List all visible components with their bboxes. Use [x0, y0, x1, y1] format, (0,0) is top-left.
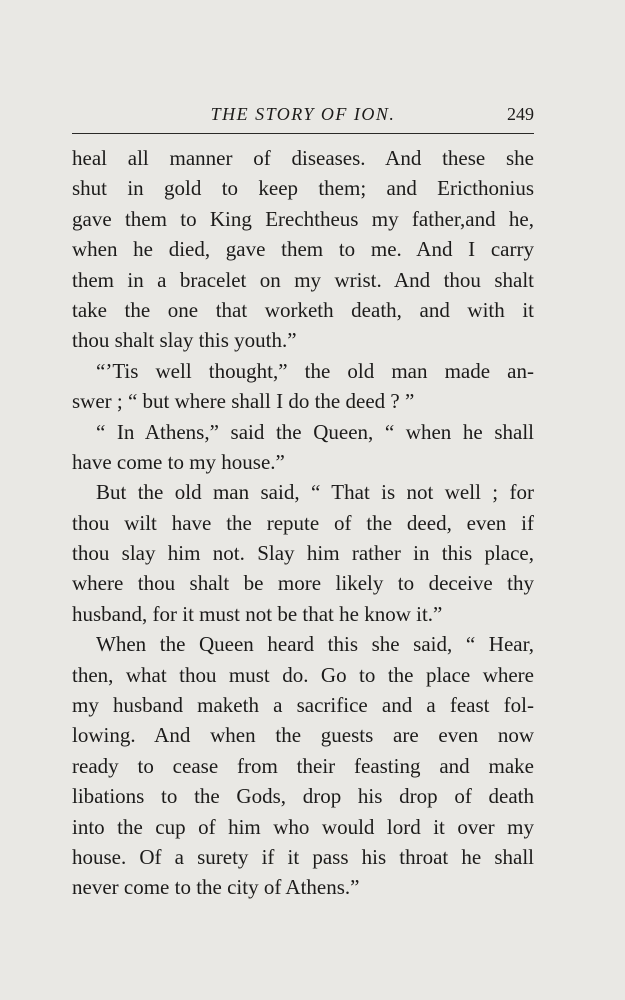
text-line: never come to the city of Athens.”	[72, 875, 360, 900]
text-line: lowing. And when the guests are even now	[72, 723, 534, 748]
text-line: But the old man said, “ That is not well ; for	[96, 480, 534, 505]
body-text	[72, 143, 534, 903]
text-line: thou wilt have the repute of the deed, even if	[72, 510, 534, 535]
text-line: where thou shalt be more likely to deceive thy	[72, 571, 534, 596]
text-line: have come to my house.”	[72, 449, 285, 474]
text-line: husband, for it must not be that he know it.”	[72, 601, 443, 626]
text-line: thou slay him not. Slay him rather in this place,	[72, 541, 534, 566]
text-line: them in a bracelet on my wrist. And thou shalt	[72, 267, 534, 292]
running-head-title: THE STORY OF ION.	[210, 104, 396, 124]
text-line: when he died, gave them to me. And I carry	[72, 237, 534, 262]
text-line: “’Tis well thought,” the old man made an-	[96, 358, 534, 383]
text-line: gave them to King Erechtheus my father,and he,	[72, 206, 534, 231]
running-head	[72, 104, 534, 132]
text-line: shut in gold to keep them; and Ericthonius	[72, 176, 534, 201]
page-number: 249	[507, 104, 534, 124]
text-line: heal all manner of diseases. And these she	[72, 146, 534, 170]
text-line: house. Of a surety if it pass his throat he shall	[72, 844, 534, 869]
header-rule	[72, 133, 534, 134]
text-line: “ In Athens,” said the Queen, “ when he shall	[96, 419, 534, 444]
text-line: swer ; “ but where shall I do the deed ? ”	[72, 389, 415, 414]
text-line: then, what thou must do. Go to the place where	[72, 662, 534, 687]
text-line: thou shalt slay this youth.”	[72, 328, 297, 353]
text-line: libations to the Gods, drop his drop of death	[72, 784, 534, 809]
text-line: my husband maketh a sacrifice and a feast fol-	[72, 693, 534, 718]
text-line: When the Queen heard this she said, “ Hear,	[96, 632, 534, 657]
text-line: ready to cease from their feasting and make	[72, 753, 534, 778]
text-line: take the one that worketh death, and with it	[72, 297, 534, 322]
text-line: into the cup of him who would lord it over my	[72, 814, 534, 839]
